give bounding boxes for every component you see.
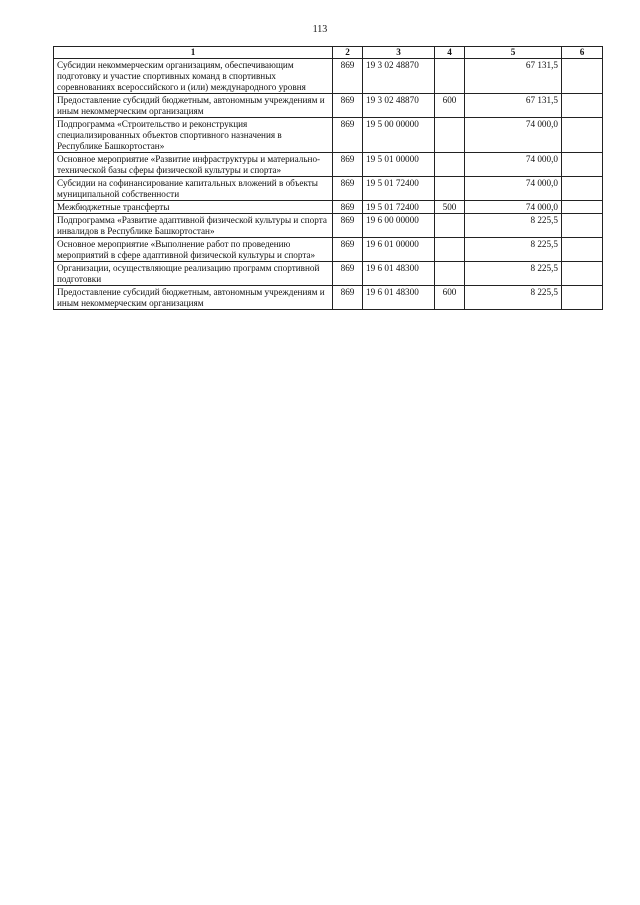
cell-target-article-code: 19 6 01 00000 — [363, 238, 435, 262]
cell-name: Предоставление субсидий бюджетным, автономным учреждениям и иным некоммерческим организациям — [54, 94, 333, 118]
cell-amount: 74 000,0 — [465, 177, 562, 201]
cell-extra — [562, 286, 603, 310]
table-row — [54, 118, 603, 153]
cell-target-article-code: 19 3 02 48870 — [363, 94, 435, 118]
cell-extra — [562, 118, 603, 153]
cell-name: Межбюджетные трансферты — [54, 201, 333, 214]
table-row — [54, 201, 603, 214]
cell-name: Организации, осуществляющие реализацию программ спортивной подготовки — [54, 262, 333, 286]
cell-amount: 67 131,5 — [465, 94, 562, 118]
column-header-target-article: 3 — [363, 47, 435, 59]
cell-department-code: 869 — [333, 214, 363, 238]
cell-extra — [562, 59, 603, 94]
column-header-name: 1 — [54, 47, 333, 59]
table-header-row — [54, 47, 603, 59]
cell-expense-type-code — [435, 238, 465, 262]
column-header-expense-type: 4 — [435, 47, 465, 59]
cell-target-article-code: 19 6 01 48300 — [363, 286, 435, 310]
cell-extra — [562, 153, 603, 177]
cell-amount: 8 225,5 — [465, 262, 562, 286]
cell-department-code: 869 — [333, 286, 363, 310]
cell-name: Предоставление субсидий бюджетным, автономным учреждениям и иным некоммерческим организациям — [54, 286, 333, 310]
cell-name: Основное мероприятие «Развитие инфраструктуры и материально-технической базы сферы физической культуры и спорта» — [54, 153, 333, 177]
cell-expense-type-code — [435, 153, 465, 177]
column-header-department: 2 — [333, 47, 363, 59]
budget-table — [53, 46, 603, 310]
table-row — [54, 59, 603, 94]
table-row — [54, 94, 603, 118]
cell-expense-type-code: 600 — [435, 94, 465, 118]
cell-extra — [562, 238, 603, 262]
cell-amount: 8 225,5 — [465, 214, 562, 238]
cell-department-code: 869 — [333, 153, 363, 177]
cell-extra — [562, 262, 603, 286]
table-row — [54, 238, 603, 262]
cell-expense-type-code — [435, 262, 465, 286]
table-row — [54, 286, 603, 310]
column-header-amount: 5 — [465, 47, 562, 59]
table-row — [54, 153, 603, 177]
cell-name: Подпрограмма «Развитие адаптивной физической культуры и спорта инвалидов в Республике Башкортостан» — [54, 214, 333, 238]
cell-expense-type-code — [435, 118, 465, 153]
cell-amount: 8 225,5 — [465, 286, 562, 310]
cell-department-code: 869 — [333, 177, 363, 201]
cell-expense-type-code — [435, 59, 465, 94]
cell-amount: 67 131,5 — [465, 59, 562, 94]
cell-department-code: 869 — [333, 238, 363, 262]
cell-expense-type-code — [435, 177, 465, 201]
cell-department-code: 869 — [333, 94, 363, 118]
cell-extra — [562, 201, 603, 214]
cell-expense-type-code — [435, 214, 465, 238]
cell-amount: 74 000,0 — [465, 118, 562, 153]
page-number: 113 — [312, 24, 328, 35]
cell-expense-type-code: 600 — [435, 286, 465, 310]
cell-extra — [562, 94, 603, 118]
cell-amount: 8 225,5 — [465, 238, 562, 262]
cell-department-code: 869 — [333, 118, 363, 153]
cell-name: Субсидии на софинансирование капитальных вложений в объекты муниципальной собственности — [54, 177, 333, 201]
cell-extra — [562, 177, 603, 201]
cell-department-code: 869 — [333, 262, 363, 286]
cell-expense-type-code: 500 — [435, 201, 465, 214]
cell-target-article-code: 19 6 00 00000 — [363, 214, 435, 238]
cell-target-article-code: 19 5 00 00000 — [363, 118, 435, 153]
cell-target-article-code: 19 5 01 00000 — [363, 153, 435, 177]
cell-name: Подпрограмма «Строительство и реконструкция специализированных объектов спортивного назначения в Республике Башкортостан» — [54, 118, 333, 153]
cell-target-article-code: 19 5 01 72400 — [363, 177, 435, 201]
cell-amount: 74 000,0 — [465, 153, 562, 177]
cell-target-article-code: 19 6 01 48300 — [363, 262, 435, 286]
cell-target-article-code: 19 5 01 72400 — [363, 201, 435, 214]
table-body — [54, 59, 603, 310]
cell-extra — [562, 214, 603, 238]
cell-name: Субсидии некоммерческим организациям, обеспечивающим подготовку и участие спортивных команд в спортивных соревнованиях всероссийского и (или) международного уровня — [54, 59, 333, 94]
cell-name: Основное мероприятие «Выполнение работ по проведению мероприятий в сфере адаптивной физической культуры и спорта» — [54, 238, 333, 262]
cell-target-article-code: 19 3 02 48870 — [363, 59, 435, 94]
table-row — [54, 262, 603, 286]
cell-amount: 74 000,0 — [465, 201, 562, 214]
column-header-extra: 6 — [562, 47, 603, 59]
table-row — [54, 177, 603, 201]
table-row — [54, 214, 603, 238]
cell-department-code: 869 — [333, 201, 363, 214]
cell-department-code: 869 — [333, 59, 363, 94]
